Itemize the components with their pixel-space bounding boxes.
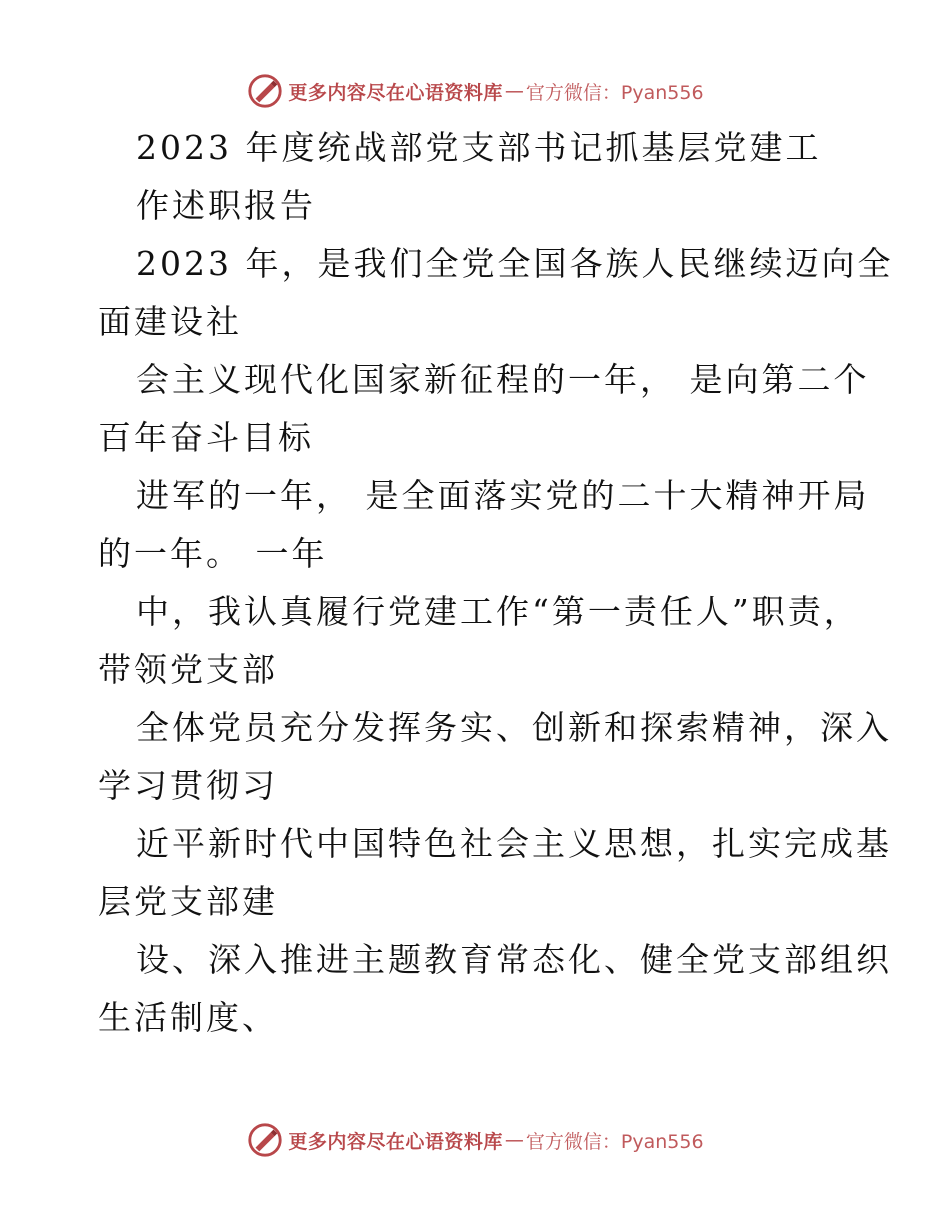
doc-line: 2023 年度统战部党支部书记抓基层党建工: [136, 128, 822, 167]
doc-line: 的一年。 一年: [98, 534, 328, 573]
watermark-text: 更多内容尽在心语资料库: [288, 1130, 503, 1153]
doc-line: 面建设社: [98, 302, 242, 341]
doc-line: 作述职报告: [136, 186, 316, 225]
watermark-separator: —: [504, 1129, 524, 1151]
doc-line: 会主义现代化国家新征程的一年， 是向第二个: [136, 360, 870, 399]
pen-seal-icon: [246, 1121, 284, 1159]
watermark-wechat: 官方微信：Pyan556: [525, 81, 704, 104]
doc-line: 中，我认真履行党建工作“第一责任人”职责，: [136, 592, 860, 631]
doc-line: 进军的一年， 是全面落实党的二十大精神开局: [136, 476, 870, 515]
doc-line: 生活制度、: [98, 998, 278, 1037]
watermark-separator: —: [504, 80, 524, 102]
pen-seal-icon: [246, 72, 284, 110]
doc-line: 近平新时代中国特色社会主义思想，扎实完成基: [136, 824, 892, 863]
watermark-wechat: 官方微信：Pyan556: [525, 1130, 704, 1153]
watermark-text: 更多内容尽在心语资料库: [288, 81, 503, 104]
doc-line: 层党支部建: [98, 882, 278, 921]
footer-watermark: [0, 1120, 950, 1160]
doc-line: 百年奋斗目标: [98, 418, 314, 457]
doc-line: 带领党支部: [98, 650, 278, 689]
header-watermark: [0, 71, 950, 111]
doc-line: 2023 年，是我们全党全国各族人民继续迈向全: [136, 244, 894, 283]
doc-line: 全体党员充分发挥务实、创新和探索精神，深入: [136, 708, 892, 747]
doc-line: 设、深入推进主题教育常态化、健全党支部组织: [136, 940, 892, 979]
doc-line: 学习贯彻习: [98, 766, 278, 805]
